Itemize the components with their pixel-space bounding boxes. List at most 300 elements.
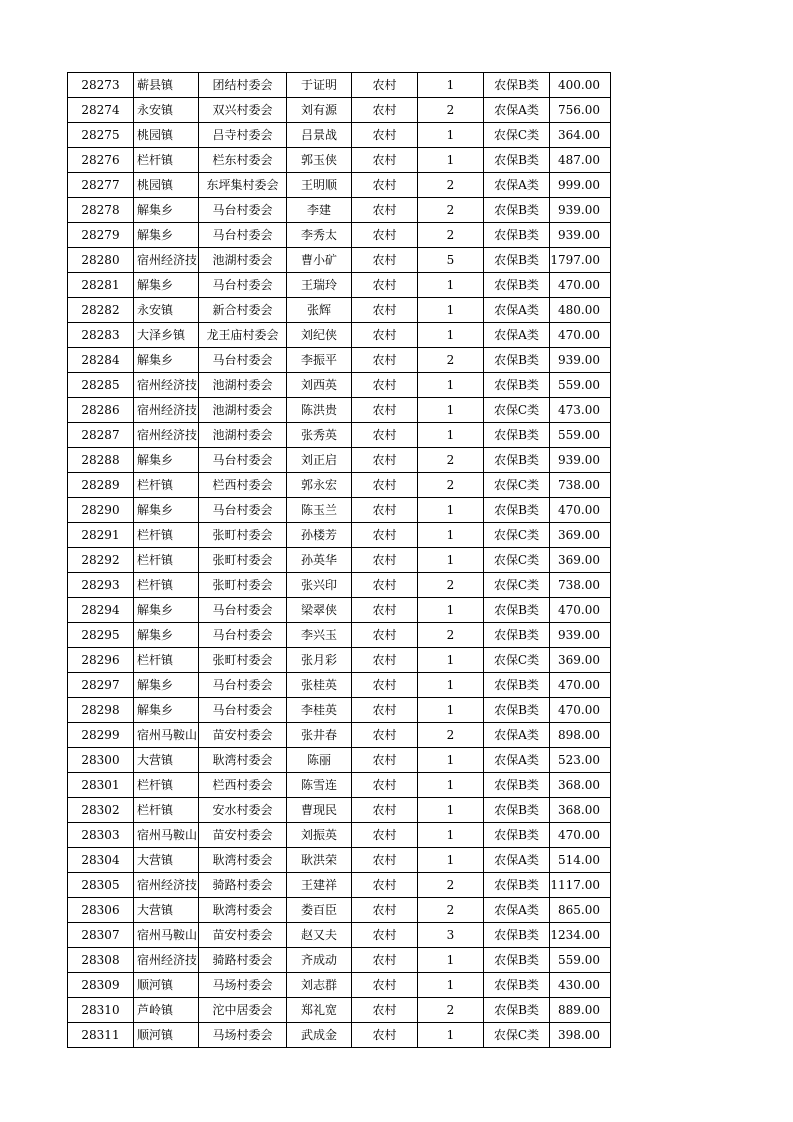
- count-cell: 3: [418, 923, 484, 948]
- table-row: [68, 623, 611, 648]
- name-cell: 陈丽: [287, 748, 352, 773]
- name-cell: 曹现民: [287, 798, 352, 823]
- count-cell: 1: [418, 298, 484, 323]
- insurance-class-cell: 农保B类: [484, 773, 550, 798]
- table-row: [68, 198, 611, 223]
- insurance-class-cell: 农保A类: [484, 748, 550, 773]
- insurance-class-cell: 农保B类: [484, 873, 550, 898]
- name-cell: 梁翠侠: [287, 598, 352, 623]
- name-cell: 王建祥: [287, 873, 352, 898]
- table-row: [68, 398, 611, 423]
- record-id-cell: 28290: [68, 498, 134, 523]
- name-cell: 郭玉侠: [287, 148, 352, 173]
- table-row: [68, 648, 611, 673]
- area-type-cell: 农村: [352, 123, 418, 148]
- village-committee-cell: 池湖村委会: [199, 423, 287, 448]
- village-committee-cell: 沱中居委会: [199, 998, 287, 1023]
- area-type-cell: 农村: [352, 298, 418, 323]
- count-cell: 2: [418, 723, 484, 748]
- table-row: [68, 473, 611, 498]
- insurance-class-cell: 农保B类: [484, 498, 550, 523]
- amount-cell: 1117.00: [550, 873, 611, 898]
- area-type-cell: 农村: [352, 773, 418, 798]
- town-cell: 解集乡: [134, 273, 199, 298]
- town-cell: 桃园镇: [134, 123, 199, 148]
- table-row: [68, 973, 611, 998]
- record-id-cell: 28311: [68, 1023, 134, 1048]
- area-type-cell: 农村: [352, 73, 418, 98]
- amount-cell: 430.00: [550, 973, 611, 998]
- record-id-cell: 28299: [68, 723, 134, 748]
- count-cell: 1: [418, 373, 484, 398]
- table-row: [68, 248, 611, 273]
- table-row: [68, 498, 611, 523]
- insurance-class-cell: 农保B类: [484, 248, 550, 273]
- amount-cell: 480.00: [550, 298, 611, 323]
- record-id-cell: 28306: [68, 898, 134, 923]
- village-committee-cell: 吕寺村委会: [199, 123, 287, 148]
- table-row: [68, 148, 611, 173]
- insurance-class-cell: 农保B类: [484, 948, 550, 973]
- village-committee-cell: 马台村委会: [199, 623, 287, 648]
- village-committee-cell: 马台村委会: [199, 198, 287, 223]
- records-table-body: [68, 73, 611, 1048]
- record-id-cell: 28300: [68, 748, 134, 773]
- area-type-cell: 农村: [352, 673, 418, 698]
- count-cell: 2: [418, 173, 484, 198]
- town-cell: 解集乡: [134, 598, 199, 623]
- name-cell: 曹小矿: [287, 248, 352, 273]
- table-row: [68, 723, 611, 748]
- name-cell: 李振平: [287, 348, 352, 373]
- table-row: [68, 223, 611, 248]
- village-committee-cell: 东坪集村委会: [199, 173, 287, 198]
- record-id-cell: 28310: [68, 998, 134, 1023]
- village-committee-cell: 马台村委会: [199, 348, 287, 373]
- insurance-class-cell: 农保C类: [484, 573, 550, 598]
- record-id-cell: 28284: [68, 348, 134, 373]
- table-row: [68, 348, 611, 373]
- insurance-class-cell: 农保A类: [484, 898, 550, 923]
- count-cell: 1: [418, 323, 484, 348]
- count-cell: 2: [418, 98, 484, 123]
- table-row: [68, 98, 611, 123]
- insurance-class-cell: 农保B类: [484, 798, 550, 823]
- village-committee-cell: 栏西村委会: [199, 473, 287, 498]
- record-id-cell: 28298: [68, 698, 134, 723]
- area-type-cell: 农村: [352, 173, 418, 198]
- record-id-cell: 28302: [68, 798, 134, 823]
- record-id-cell: 28292: [68, 548, 134, 573]
- insurance-class-cell: 农保B类: [484, 698, 550, 723]
- amount-cell: 939.00: [550, 223, 611, 248]
- table-row: [68, 598, 611, 623]
- record-id-cell: 28301: [68, 773, 134, 798]
- amount-cell: 470.00: [550, 823, 611, 848]
- amount-cell: 470.00: [550, 673, 611, 698]
- count-cell: 1: [418, 548, 484, 573]
- amount-cell: 523.00: [550, 748, 611, 773]
- town-cell: 栏杆镇: [134, 573, 199, 598]
- name-cell: 王明顺: [287, 173, 352, 198]
- name-cell: 齐成动: [287, 948, 352, 973]
- town-cell: 宿州经济技: [134, 398, 199, 423]
- town-cell: 解集乡: [134, 198, 199, 223]
- town-cell: 解集乡: [134, 448, 199, 473]
- village-committee-cell: 池湖村委会: [199, 373, 287, 398]
- count-cell: 5: [418, 248, 484, 273]
- village-committee-cell: 张町村委会: [199, 573, 287, 598]
- area-type-cell: 农村: [352, 348, 418, 373]
- table-row: [68, 173, 611, 198]
- table-row: [68, 298, 611, 323]
- table-row: [68, 898, 611, 923]
- village-committee-cell: 团结村委会: [199, 73, 287, 98]
- record-id-cell: 28276: [68, 148, 134, 173]
- count-cell: 2: [418, 623, 484, 648]
- name-cell: 郭永宏: [287, 473, 352, 498]
- insurance-class-cell: 农保B类: [484, 198, 550, 223]
- name-cell: 刘志群: [287, 973, 352, 998]
- table-row: [68, 998, 611, 1023]
- area-type-cell: 农村: [352, 1023, 418, 1048]
- count-cell: 1: [418, 673, 484, 698]
- village-committee-cell: 马台村委会: [199, 698, 287, 723]
- town-cell: 宿州经济技: [134, 423, 199, 448]
- table-row: [68, 373, 611, 398]
- record-id-cell: 28305: [68, 873, 134, 898]
- count-cell: 1: [418, 498, 484, 523]
- amount-cell: 369.00: [550, 648, 611, 673]
- town-cell: 解集乡: [134, 623, 199, 648]
- amount-cell: 738.00: [550, 573, 611, 598]
- record-id-cell: 28297: [68, 673, 134, 698]
- count-cell: 2: [418, 448, 484, 473]
- record-id-cell: 28291: [68, 523, 134, 548]
- amount-cell: 369.00: [550, 523, 611, 548]
- name-cell: 刘西英: [287, 373, 352, 398]
- table-row: [68, 948, 611, 973]
- area-type-cell: 农村: [352, 698, 418, 723]
- record-id-cell: 28288: [68, 448, 134, 473]
- town-cell: 宿州经济技: [134, 948, 199, 973]
- village-committee-cell: 马场村委会: [199, 1023, 287, 1048]
- name-cell: 郑礼宽: [287, 998, 352, 1023]
- table-row: [68, 698, 611, 723]
- town-cell: 大营镇: [134, 748, 199, 773]
- name-cell: 张桂英: [287, 673, 352, 698]
- name-cell: 娄百臣: [287, 898, 352, 923]
- amount-cell: 473.00: [550, 398, 611, 423]
- table-row: [68, 873, 611, 898]
- record-id-cell: 28286: [68, 398, 134, 423]
- village-committee-cell: 苗安村委会: [199, 823, 287, 848]
- town-cell: 宿州经济技: [134, 373, 199, 398]
- insurance-class-cell: 农保B类: [484, 348, 550, 373]
- table-row: [68, 1023, 611, 1048]
- count-cell: 2: [418, 223, 484, 248]
- village-committee-cell: 龙王庙村委会: [199, 323, 287, 348]
- amount-cell: 1797.00: [550, 248, 611, 273]
- table-row: [68, 848, 611, 873]
- amount-cell: 999.00: [550, 173, 611, 198]
- insurance-class-cell: 农保B类: [484, 998, 550, 1023]
- table-row: [68, 73, 611, 98]
- area-type-cell: 农村: [352, 223, 418, 248]
- area-type-cell: 农村: [352, 373, 418, 398]
- insurance-class-cell: 农保B类: [484, 148, 550, 173]
- village-committee-cell: 苗安村委会: [199, 723, 287, 748]
- count-cell: 2: [418, 898, 484, 923]
- insurance-class-cell: 农保B类: [484, 273, 550, 298]
- insurance-class-cell: 农保A类: [484, 723, 550, 748]
- amount-cell: 756.00: [550, 98, 611, 123]
- town-cell: 栏杆镇: [134, 773, 199, 798]
- count-cell: 1: [418, 73, 484, 98]
- area-type-cell: 农村: [352, 548, 418, 573]
- town-cell: 宿州经济技: [134, 248, 199, 273]
- table-row: [68, 548, 611, 573]
- record-id-cell: 28295: [68, 623, 134, 648]
- count-cell: 1: [418, 748, 484, 773]
- insurance-class-cell: 农保A类: [484, 173, 550, 198]
- village-committee-cell: 马台村委会: [199, 673, 287, 698]
- area-type-cell: 农村: [352, 523, 418, 548]
- table-row: [68, 123, 611, 148]
- insurance-class-cell: 农保A类: [484, 848, 550, 873]
- town-cell: 解集乡: [134, 673, 199, 698]
- name-cell: 陈玉兰: [287, 498, 352, 523]
- area-type-cell: 农村: [352, 898, 418, 923]
- table-row: [68, 798, 611, 823]
- name-cell: 李兴玉: [287, 623, 352, 648]
- insurance-class-cell: 农保B类: [484, 448, 550, 473]
- name-cell: 于证明: [287, 73, 352, 98]
- name-cell: 耿洪荣: [287, 848, 352, 873]
- area-type-cell: 农村: [352, 573, 418, 598]
- record-id-cell: 28304: [68, 848, 134, 873]
- count-cell: 1: [418, 598, 484, 623]
- record-id-cell: 28277: [68, 173, 134, 198]
- area-type-cell: 农村: [352, 723, 418, 748]
- village-committee-cell: 栏东村委会: [199, 148, 287, 173]
- village-committee-cell: 马台村委会: [199, 598, 287, 623]
- record-id-cell: 28273: [68, 73, 134, 98]
- count-cell: 2: [418, 198, 484, 223]
- town-cell: 大泽乡镇: [134, 323, 199, 348]
- town-cell: 蕲县镇: [134, 73, 199, 98]
- name-cell: 刘纪侠: [287, 323, 352, 348]
- town-cell: 栏杆镇: [134, 798, 199, 823]
- count-cell: 1: [418, 398, 484, 423]
- record-id-cell: 28274: [68, 98, 134, 123]
- village-committee-cell: 张町村委会: [199, 548, 287, 573]
- insurance-class-cell: 农保B类: [484, 623, 550, 648]
- name-cell: 张秀英: [287, 423, 352, 448]
- amount-cell: 368.00: [550, 773, 611, 798]
- count-cell: 1: [418, 948, 484, 973]
- record-id-cell: 28307: [68, 923, 134, 948]
- area-type-cell: 农村: [352, 473, 418, 498]
- amount-cell: 939.00: [550, 348, 611, 373]
- town-cell: 解集乡: [134, 348, 199, 373]
- village-committee-cell: 双兴村委会: [199, 98, 287, 123]
- name-cell: 陈洪贵: [287, 398, 352, 423]
- area-type-cell: 农村: [352, 423, 418, 448]
- area-type-cell: 农村: [352, 748, 418, 773]
- insurance-class-cell: 农保B类: [484, 923, 550, 948]
- insurance-class-cell: 农保B类: [484, 73, 550, 98]
- name-cell: 王瑞玲: [287, 273, 352, 298]
- town-cell: 桃园镇: [134, 173, 199, 198]
- village-committee-cell: 张町村委会: [199, 523, 287, 548]
- town-cell: 解集乡: [134, 698, 199, 723]
- town-cell: 解集乡: [134, 223, 199, 248]
- area-type-cell: 农村: [352, 273, 418, 298]
- amount-cell: 939.00: [550, 448, 611, 473]
- area-type-cell: 农村: [352, 973, 418, 998]
- area-type-cell: 农村: [352, 873, 418, 898]
- amount-cell: 364.00: [550, 123, 611, 148]
- table-row: [68, 923, 611, 948]
- count-cell: 1: [418, 523, 484, 548]
- record-id-cell: 28279: [68, 223, 134, 248]
- area-type-cell: 农村: [352, 998, 418, 1023]
- count-cell: 1: [418, 648, 484, 673]
- record-id-cell: 28283: [68, 323, 134, 348]
- area-type-cell: 农村: [352, 648, 418, 673]
- insurance-class-cell: 农保B类: [484, 823, 550, 848]
- record-id-cell: 28293: [68, 573, 134, 598]
- amount-cell: 939.00: [550, 623, 611, 648]
- village-committee-cell: 马场村委会: [199, 973, 287, 998]
- area-type-cell: 农村: [352, 98, 418, 123]
- records-table: [67, 72, 611, 1048]
- count-cell: 2: [418, 348, 484, 373]
- count-cell: 2: [418, 873, 484, 898]
- amount-cell: 865.00: [550, 898, 611, 923]
- amount-cell: 898.00: [550, 723, 611, 748]
- insurance-class-cell: 农保B类: [484, 423, 550, 448]
- amount-cell: 398.00: [550, 1023, 611, 1048]
- insurance-class-cell: 农保A类: [484, 298, 550, 323]
- amount-cell: 738.00: [550, 473, 611, 498]
- town-cell: 永安镇: [134, 98, 199, 123]
- area-type-cell: 农村: [352, 823, 418, 848]
- village-committee-cell: 安水村委会: [199, 798, 287, 823]
- amount-cell: 400.00: [550, 73, 611, 98]
- town-cell: 永安镇: [134, 298, 199, 323]
- insurance-class-cell: 农保C类: [484, 473, 550, 498]
- town-cell: 大营镇: [134, 848, 199, 873]
- town-cell: 栏杆镇: [134, 473, 199, 498]
- area-type-cell: 农村: [352, 848, 418, 873]
- area-type-cell: 农村: [352, 323, 418, 348]
- amount-cell: 470.00: [550, 273, 611, 298]
- town-cell: 宿州马鞍山: [134, 723, 199, 748]
- town-cell: 顺河镇: [134, 1023, 199, 1048]
- amount-cell: 559.00: [550, 423, 611, 448]
- amount-cell: 470.00: [550, 498, 611, 523]
- count-cell: 1: [418, 848, 484, 873]
- count-cell: 2: [418, 473, 484, 498]
- name-cell: 李桂英: [287, 698, 352, 723]
- count-cell: 1: [418, 698, 484, 723]
- village-committee-cell: 耿湾村委会: [199, 848, 287, 873]
- record-id-cell: 28287: [68, 423, 134, 448]
- insurance-class-cell: 农保C类: [484, 548, 550, 573]
- count-cell: 1: [418, 123, 484, 148]
- amount-cell: 470.00: [550, 598, 611, 623]
- village-committee-cell: 马台村委会: [199, 223, 287, 248]
- record-id-cell: 28281: [68, 273, 134, 298]
- table-row: [68, 323, 611, 348]
- count-cell: 1: [418, 823, 484, 848]
- insurance-class-cell: 农保B类: [484, 223, 550, 248]
- name-cell: 李秀太: [287, 223, 352, 248]
- village-committee-cell: 苗安村委会: [199, 923, 287, 948]
- area-type-cell: 农村: [352, 198, 418, 223]
- name-cell: 刘有源: [287, 98, 352, 123]
- table-row: [68, 448, 611, 473]
- area-type-cell: 农村: [352, 948, 418, 973]
- count-cell: 1: [418, 148, 484, 173]
- town-cell: 栏杆镇: [134, 548, 199, 573]
- area-type-cell: 农村: [352, 398, 418, 423]
- amount-cell: 939.00: [550, 198, 611, 223]
- record-id-cell: 28308: [68, 948, 134, 973]
- table-row: [68, 423, 611, 448]
- count-cell: 1: [418, 423, 484, 448]
- insurance-class-cell: 农保B类: [484, 673, 550, 698]
- area-type-cell: 农村: [352, 248, 418, 273]
- name-cell: 赵又夫: [287, 923, 352, 948]
- record-id-cell: 28275: [68, 123, 134, 148]
- village-committee-cell: 马台村委会: [199, 273, 287, 298]
- amount-cell: 559.00: [550, 948, 611, 973]
- count-cell: 1: [418, 273, 484, 298]
- village-committee-cell: 张町村委会: [199, 648, 287, 673]
- village-committee-cell: 池湖村委会: [199, 398, 287, 423]
- amount-cell: 889.00: [550, 998, 611, 1023]
- record-id-cell: 28289: [68, 473, 134, 498]
- town-cell: 栏杆镇: [134, 523, 199, 548]
- record-id-cell: 28296: [68, 648, 134, 673]
- area-type-cell: 农村: [352, 498, 418, 523]
- table-row: [68, 573, 611, 598]
- table-row: [68, 748, 611, 773]
- record-id-cell: 28294: [68, 598, 134, 623]
- record-id-cell: 28278: [68, 198, 134, 223]
- village-committee-cell: 骑路村委会: [199, 948, 287, 973]
- record-id-cell: 28280: [68, 248, 134, 273]
- name-cell: 孙楼芳: [287, 523, 352, 548]
- amount-cell: 559.00: [550, 373, 611, 398]
- name-cell: 张兴印: [287, 573, 352, 598]
- name-cell: 张辉: [287, 298, 352, 323]
- table-row: [68, 523, 611, 548]
- name-cell: 吕景战: [287, 123, 352, 148]
- insurance-class-cell: 农保C类: [484, 523, 550, 548]
- area-type-cell: 农村: [352, 448, 418, 473]
- table-row: [68, 273, 611, 298]
- town-cell: 解集乡: [134, 498, 199, 523]
- amount-cell: 369.00: [550, 548, 611, 573]
- amount-cell: 514.00: [550, 848, 611, 873]
- village-committee-cell: 马台村委会: [199, 498, 287, 523]
- name-cell: 刘振英: [287, 823, 352, 848]
- record-id-cell: 28303: [68, 823, 134, 848]
